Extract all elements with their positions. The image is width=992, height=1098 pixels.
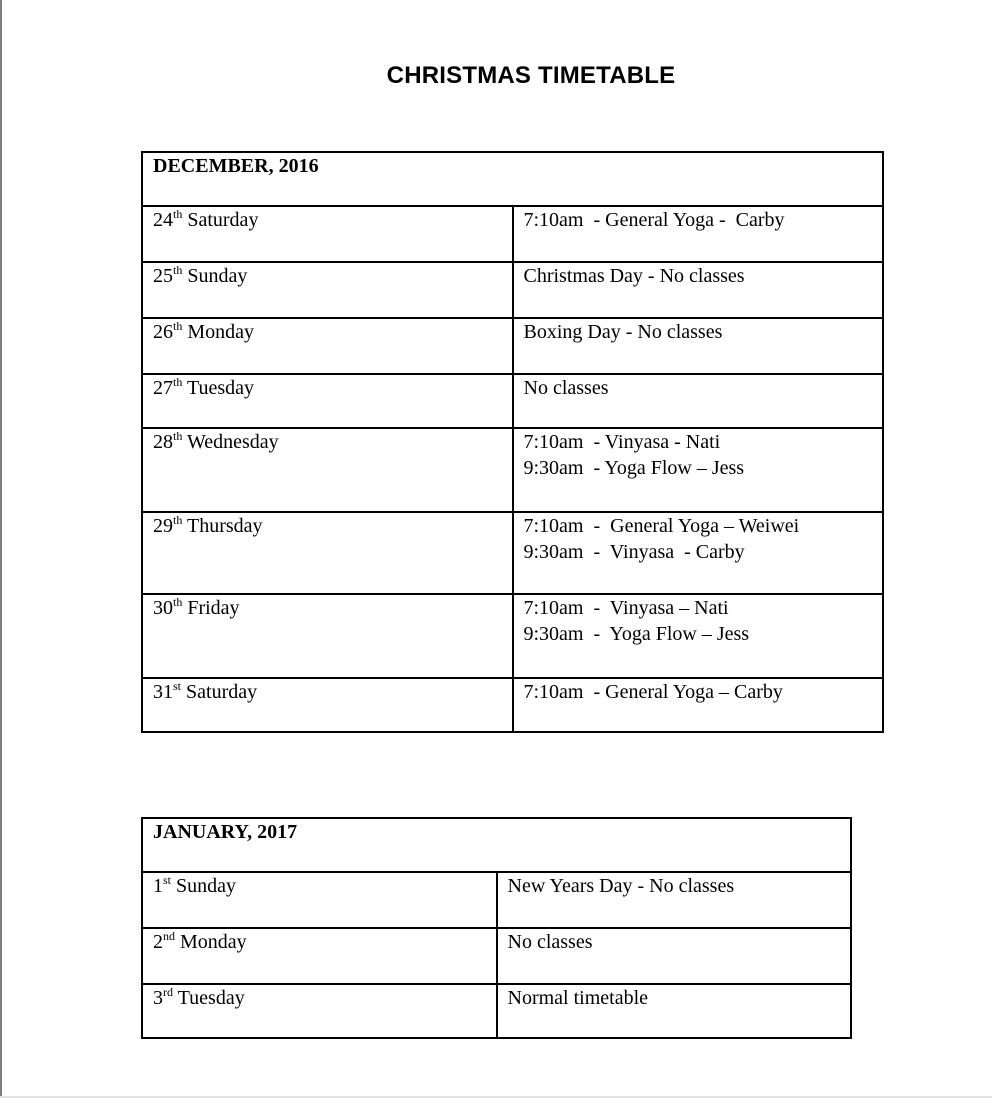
table-row	[142, 374, 883, 428]
classes-cell	[513, 594, 884, 678]
class-entry: Boxing Day - No classes	[523, 321, 723, 343]
ordinal-suffix: th	[173, 513, 183, 527]
classes-cell	[513, 512, 884, 594]
window-left-edge	[0, 0, 2, 1098]
class-entry: No classes	[507, 931, 593, 953]
ordinal-suffix: th	[173, 429, 183, 443]
weekday: Monday	[175, 931, 247, 953]
table-row	[142, 206, 883, 262]
date-number: 25	[153, 265, 173, 287]
classes-cell	[497, 928, 852, 984]
date-cell	[142, 594, 513, 678]
date-cell	[142, 206, 513, 262]
classes-cell	[513, 374, 884, 428]
date-number: 30	[153, 597, 173, 619]
ordinal-suffix: th	[173, 207, 183, 221]
class-entry: 7:10am - General Yoga – Weiwei	[523, 515, 800, 537]
date-number: 29	[153, 515, 173, 537]
date-number: 1	[153, 875, 163, 897]
table-heading-row	[142, 818, 851, 872]
classes-cell	[497, 872, 852, 928]
ordinal-suffix: nd	[163, 929, 175, 943]
month-heading: JANUARY, 2017	[142, 818, 851, 872]
date-number: 24	[153, 209, 173, 231]
table-row	[142, 594, 883, 678]
weekday: Thursday	[182, 515, 263, 537]
ordinal-suffix: th	[173, 375, 183, 389]
december-rows	[142, 206, 883, 732]
class-entry: 9:30am - Vinyasa - Carby	[523, 541, 745, 563]
date-cell	[142, 262, 513, 318]
class-entry: 7:10am - Vinyasa - Nati	[523, 431, 721, 453]
class-entry: 9:30am - Yoga Flow – Jess	[523, 457, 745, 479]
date-number: 3	[153, 987, 163, 1009]
table-heading-row	[142, 152, 883, 206]
class-entry: 7:10am - Vinyasa – Nati	[523, 597, 729, 619]
date-cell	[142, 374, 513, 428]
date-cell	[142, 512, 513, 594]
january-rows	[142, 872, 851, 1038]
date-number: 2	[153, 931, 163, 953]
table-row	[142, 678, 883, 732]
table-row	[142, 984, 851, 1038]
ordinal-suffix: th	[173, 263, 183, 277]
weekday: Tuesday	[173, 987, 245, 1009]
weekday: Sunday	[182, 265, 248, 287]
date-cell	[142, 318, 513, 374]
weekday: Saturday	[181, 681, 258, 703]
date-cell	[142, 678, 513, 732]
weekday: Monday	[182, 321, 255, 343]
weekday: Friday	[182, 597, 240, 619]
classes-cell	[513, 318, 884, 374]
weekday: Wednesday	[182, 431, 279, 453]
page-title: CHRISTMAS TIMETABLE	[386, 62, 676, 89]
date-number: 28	[153, 431, 173, 453]
date-number: 27	[153, 377, 173, 399]
weekday: Sunday	[171, 875, 237, 897]
date-number: 26	[153, 321, 173, 343]
weekday: Saturday	[182, 209, 259, 231]
ordinal-suffix: th	[173, 319, 183, 333]
weekday: Tuesday	[182, 377, 255, 399]
ordinal-suffix: st	[163, 873, 172, 887]
class-entry: 9:30am - Yoga Flow – Jess	[523, 623, 750, 645]
table-row	[142, 262, 883, 318]
classes-cell	[513, 262, 884, 318]
ordinal-suffix: rd	[163, 985, 173, 999]
class-entry: 7:10am - General Yoga – Carby	[523, 681, 783, 703]
month-heading: DECEMBER, 2016	[142, 152, 883, 206]
classes-cell	[513, 206, 884, 262]
december-table	[141, 151, 884, 733]
class-entry: 7:10am - General Yoga - Carby	[523, 209, 785, 231]
date-cell	[142, 984, 497, 1038]
classes-cell	[497, 984, 852, 1038]
ordinal-suffix: st	[173, 679, 182, 693]
date-cell	[142, 872, 497, 928]
table-row	[142, 318, 883, 374]
date-cell	[142, 428, 513, 512]
table-row	[142, 512, 883, 594]
ordinal-suffix: th	[173, 595, 183, 609]
date-number: 31	[153, 681, 173, 703]
classes-cell	[513, 678, 884, 732]
table-row	[142, 928, 851, 984]
class-entry: New Years Day - No classes	[507, 875, 735, 897]
january-table	[141, 817, 852, 1039]
class-entry: No classes	[523, 377, 609, 399]
table-row	[142, 428, 883, 512]
class-entry: Christmas Day - No classes	[523, 265, 745, 287]
date-cell	[142, 928, 497, 984]
class-entry: Normal timetable	[507, 987, 649, 1009]
table-row	[142, 872, 851, 928]
classes-cell	[513, 428, 884, 512]
